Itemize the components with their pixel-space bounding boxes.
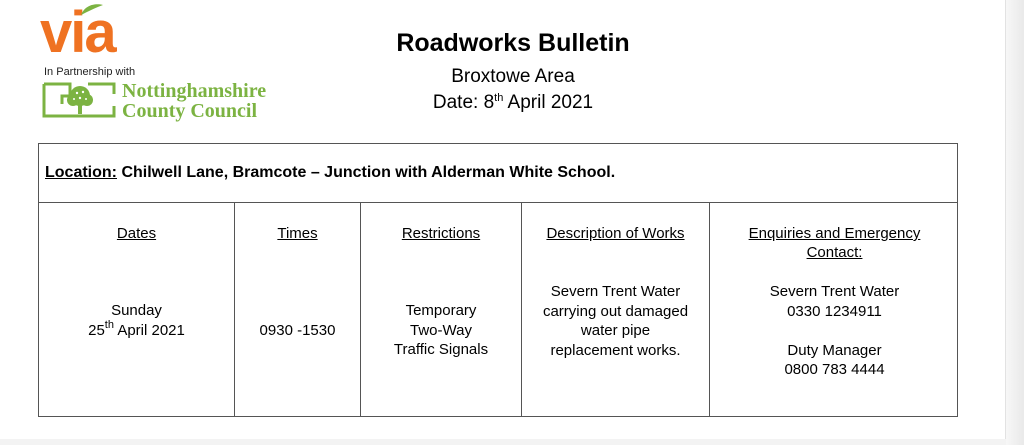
bulletin-date-prefix: Date: 8 bbox=[432, 92, 495, 113]
contact-header-line2: Contact: bbox=[806, 244, 863, 261]
restrictions-header: Restrictions bbox=[401, 225, 481, 242]
bulletin-date-ordinal: th bbox=[494, 92, 504, 104]
description-column bbox=[522, 203, 710, 417]
dates-column bbox=[39, 203, 235, 417]
via-logo: via bbox=[40, 0, 115, 65]
contact-header-line1: Enquiries and Emergency bbox=[748, 225, 921, 242]
bulletin-date-rest: April 2021 bbox=[503, 92, 594, 113]
contact-company: Severn Trent Water bbox=[769, 283, 900, 300]
contact-spacer bbox=[710, 321, 959, 341]
times-column bbox=[235, 203, 361, 417]
via-leaf-icon bbox=[79, 3, 105, 17]
dates-date-day: 25 bbox=[88, 321, 105, 339]
council-name bbox=[122, 81, 266, 121]
council-name-line2: County Council bbox=[122, 100, 258, 122]
bulletin-date bbox=[300, 92, 726, 114]
bulletin-title: Roadworks Bulletin bbox=[396, 29, 630, 57]
times-cell bbox=[235, 321, 360, 341]
location-label: Location: bbox=[45, 164, 117, 181]
restrictions-line2: Two-Way bbox=[410, 321, 472, 339]
description-cell bbox=[522, 282, 709, 360]
contact-company-phone: 0330 1234911 bbox=[787, 302, 882, 320]
description-line2: carrying out damaged bbox=[542, 302, 689, 320]
contact-column bbox=[710, 203, 959, 417]
contact-manager-phone: 0800 783 4444 bbox=[784, 361, 885, 378]
page-edge-shadow bbox=[1005, 0, 1024, 445]
restrictions-column bbox=[361, 203, 522, 417]
page-bottom-edge bbox=[0, 439, 1006, 445]
partnership-text: In Partnership with bbox=[44, 66, 136, 78]
location-row bbox=[39, 144, 957, 203]
dates-cell bbox=[39, 301, 234, 340]
dates-date bbox=[39, 318, 234, 341]
description-line4: replacement works. bbox=[550, 341, 681, 359]
council-emblem-icon bbox=[40, 80, 118, 120]
contact-cell bbox=[710, 282, 959, 380]
times-header: Times bbox=[277, 225, 318, 242]
dates-date-ordinal: th bbox=[104, 318, 114, 331]
restrictions-cell bbox=[361, 301, 521, 360]
location-value: Chilwell Lane, Bramcote – Junction with Alderman White School. bbox=[117, 164, 616, 181]
council-name-line1: Nottinghamshire bbox=[122, 80, 267, 102]
contact-header bbox=[710, 224, 959, 262]
bulletin-area: Broxtowe Area bbox=[451, 66, 575, 87]
times-value: 0930 -1530 bbox=[259, 322, 336, 339]
description-line3: water pipe bbox=[580, 322, 651, 339]
dates-date-rest: April 2021 bbox=[113, 321, 185, 339]
restrictions-line1: Temporary bbox=[405, 302, 477, 319]
description-header: Description of Works bbox=[546, 225, 685, 242]
contact-manager: Duty Manager bbox=[787, 341, 882, 359]
roadworks-table bbox=[38, 143, 958, 417]
dates-header: Dates bbox=[116, 225, 157, 242]
dates-day: Sunday bbox=[111, 302, 162, 319]
description-line1: Severn Trent Water bbox=[550, 283, 681, 300]
restrictions-line3: Traffic Signals bbox=[393, 341, 489, 358]
